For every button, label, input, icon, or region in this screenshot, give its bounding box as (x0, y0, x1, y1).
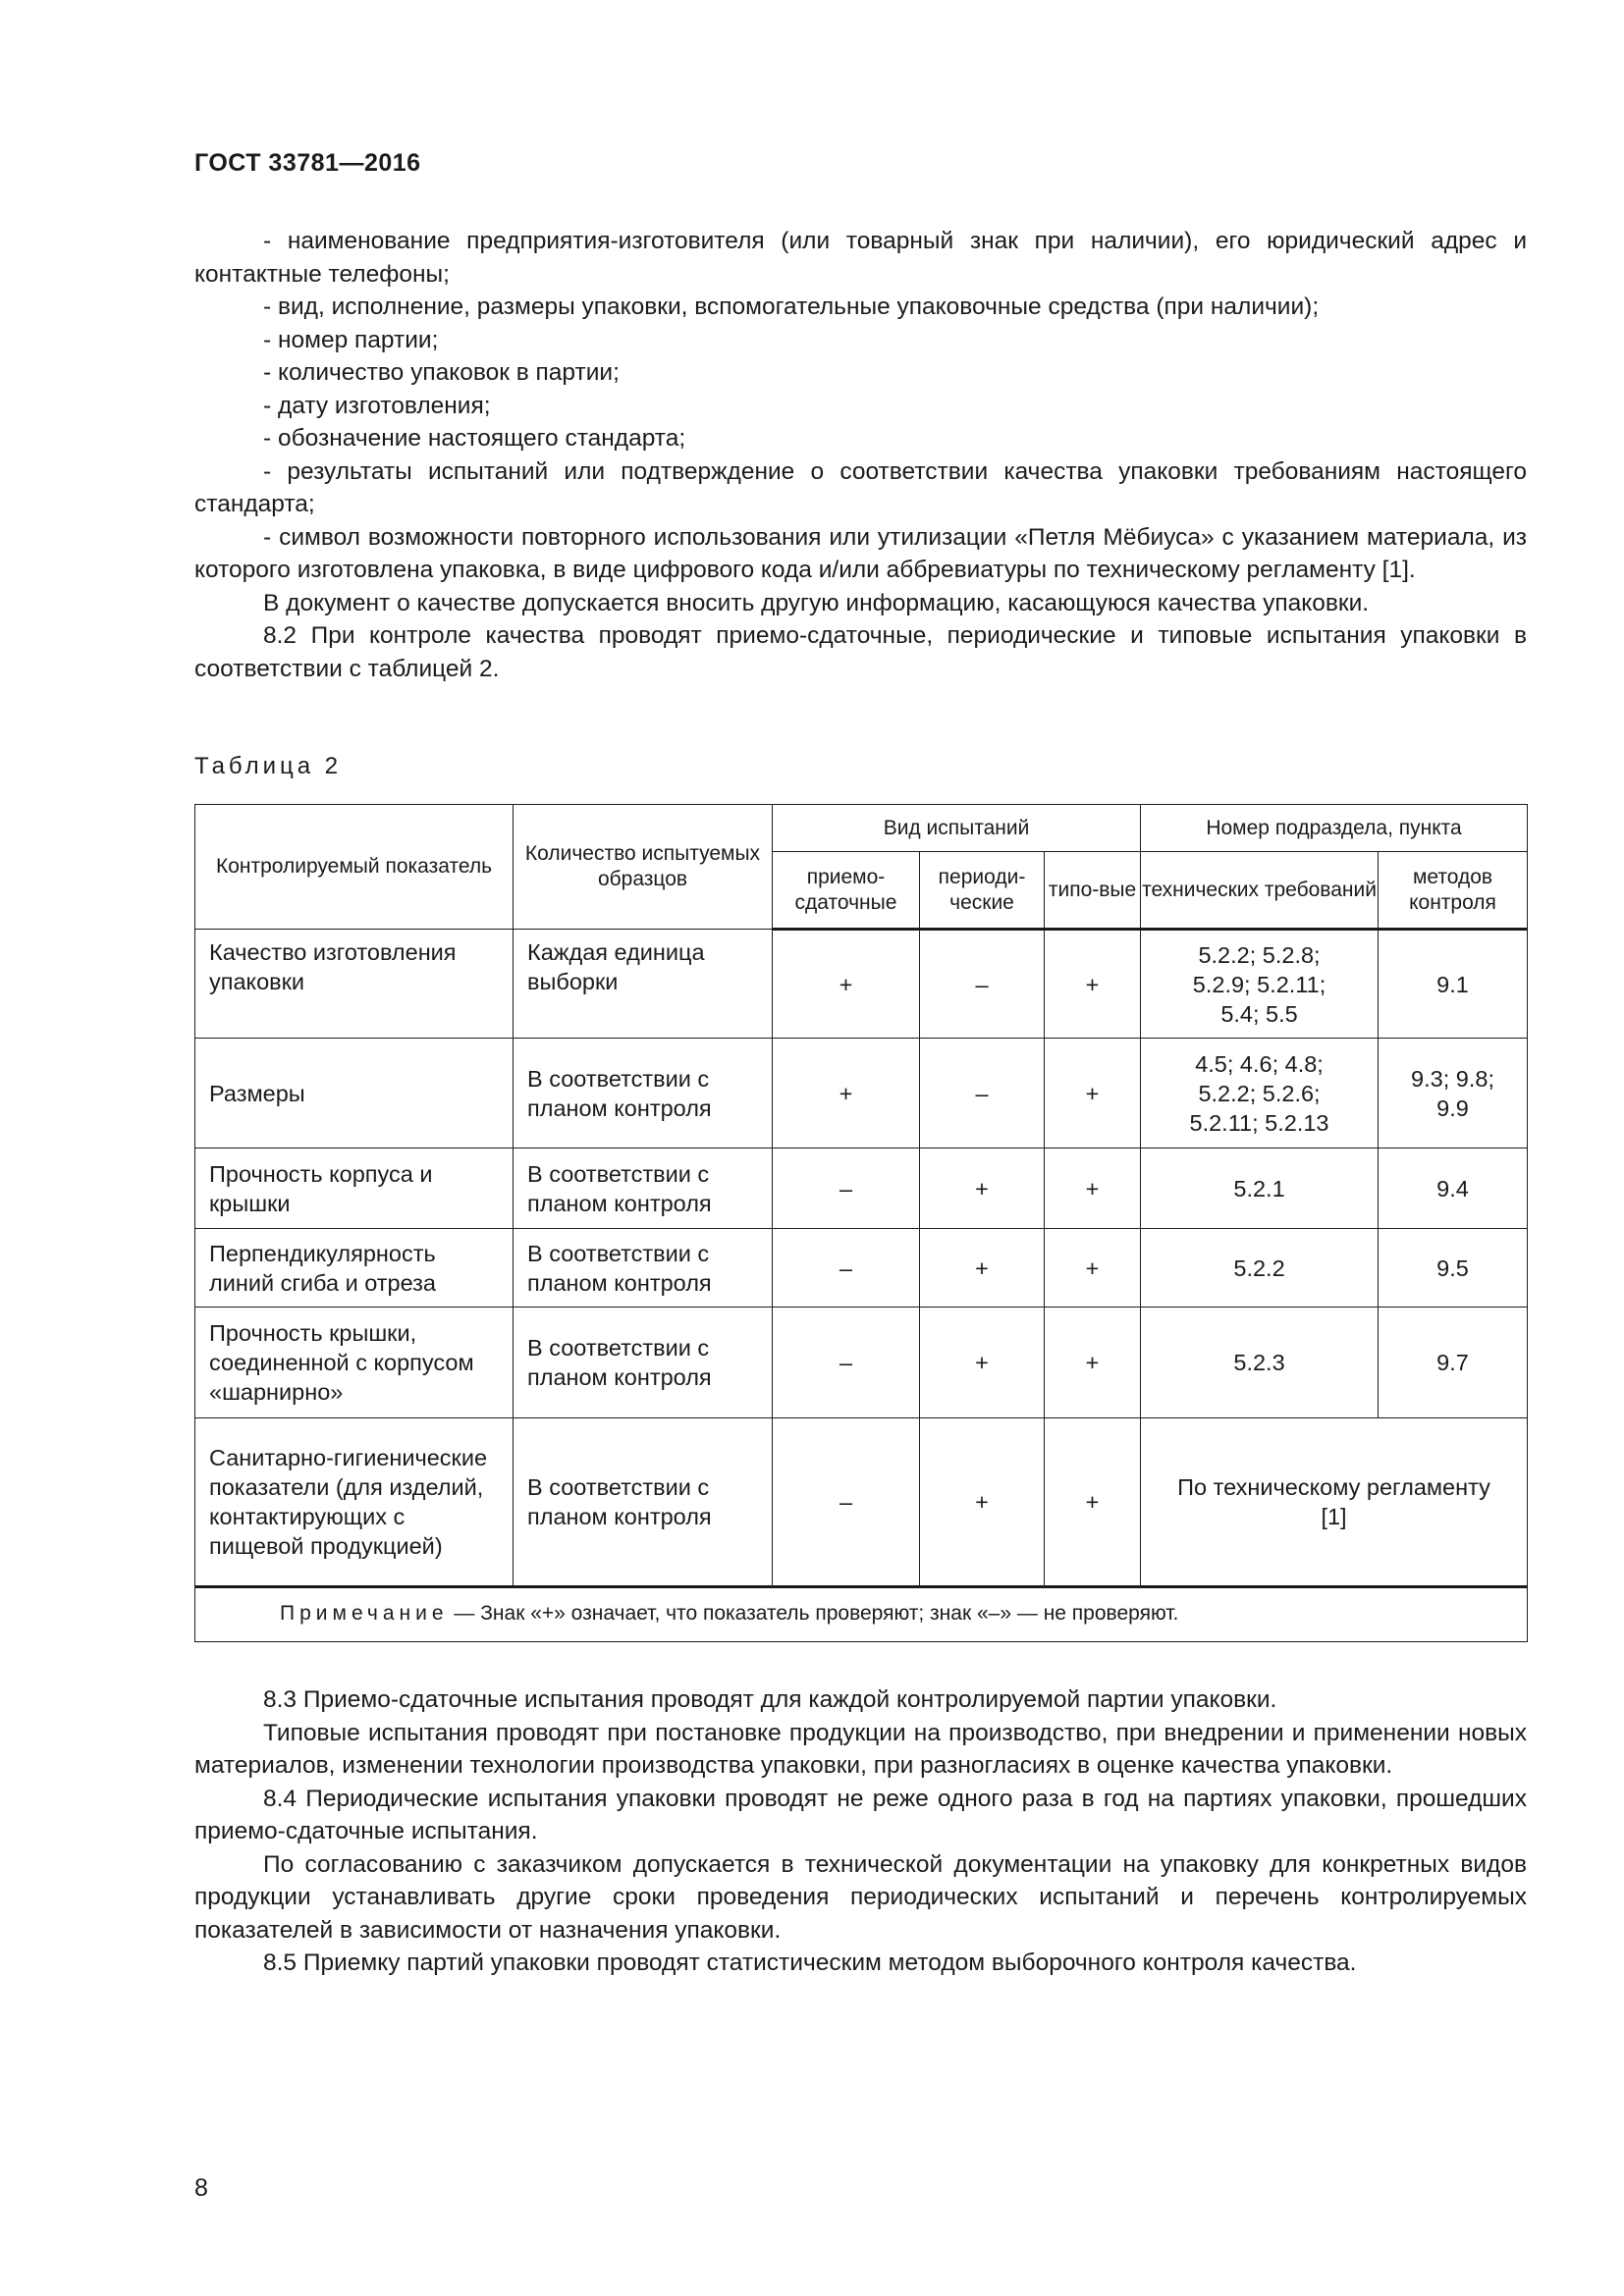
paragraph: По согласованию с заказчиком допускается в технической документации на упаковку для конкретных видов продукции устанавливать другие сроки проведения периодических испытаний и перечень контролируемых показателей в зависимости от назначения упаковки. (194, 1850, 1527, 1944)
cell-samples: В соответствии с планом контроля (514, 1418, 773, 1587)
inspection-table (194, 804, 1528, 1642)
header-tech-req: технических требований (1141, 852, 1379, 930)
note-text: — Знак «+» означает, что показатель проверяют; знак «–» — не проверяют. (448, 1602, 1179, 1625)
cell-typical: + (1045, 1148, 1141, 1229)
cell-tech-req: 5.2.2 (1141, 1229, 1379, 1308)
cell-samples: В соответствии с планом контроля (514, 1148, 773, 1229)
cell-methods: 9.3; 9.8; 9.9 (1379, 1039, 1528, 1148)
cell-periodic: + (920, 1148, 1045, 1229)
table-row (195, 1308, 1528, 1418)
header-indicator: Контролируемый показатель (195, 805, 514, 930)
cell-samples: В соответствии с планом контроля (514, 1039, 773, 1148)
cell-indicator: Прочность корпуса и крышки (195, 1148, 514, 1229)
cell-periodic: – (920, 930, 1045, 1039)
paragraph: 8.5 Приемку партий упаковки проводят статистическим методом выборочного контроля качества. (263, 1949, 1357, 1976)
cell-methods: 9.5 (1379, 1229, 1528, 1308)
cell-typical: + (1045, 930, 1141, 1039)
cell-tech-req: 4.5; 4.6; 4.8; 5.2.2; 5.2.6; 5.2.11; 5.2.13 (1141, 1039, 1379, 1148)
cell-samples: В соответствии с планом контроля (514, 1229, 773, 1308)
note-label: Примечание (280, 1602, 449, 1625)
list-item: - вид, исполнение, размеры упаковки, вспомогательные упаковочные средства (при наличии); (263, 294, 1320, 320)
paragraph: 8.4 Периодические испытания упаковки проводят не реже одного раза в год на партиях упаковки, прошедших приемо-сдаточные испытания. (194, 1785, 1527, 1844)
cell-typical: + (1045, 1308, 1141, 1418)
table-row (195, 1229, 1528, 1308)
list-item: - обозначение настоящего стандарта; (263, 425, 686, 452)
cell-periodic: + (920, 1229, 1045, 1308)
cell-periodic: – (920, 1039, 1045, 1148)
header-acceptance: приемо-сдаточные (773, 852, 920, 930)
table-row (195, 1039, 1528, 1148)
header-samples: Количество испытуемых образцов (514, 805, 773, 930)
paragraph: Типовые испытания проводят при постановке продукции на производство, при внедрении и применении новых материалов, изменении технологии производства упаковки, при разногласиях в оценке качества упаковки. (194, 1719, 1527, 1779)
list-item: - результаты испытаний или подтверждение о соответствии качества упаковки требованиям настоящего стандарта; (194, 457, 1527, 517)
cell-acceptance: – (773, 1148, 920, 1229)
cell-typical: + (1045, 1229, 1141, 1308)
paragraph: 8.2 При контроле качества проводят приемо-сдаточные, периодические и типовые испытания упаковки в соответствии с таблицей 2. (194, 622, 1527, 682)
cell-samples: В соответствии с планом контроля (514, 1308, 773, 1418)
list-item: - наименование предприятия-изготовителя (или товарный знак при наличии), его юридический адрес и контактные телефоны; (194, 228, 1527, 288)
header-periodic: периоди-ческие (920, 852, 1045, 930)
header-typical: типо-вые (1045, 852, 1141, 930)
cell-acceptance: – (773, 1229, 920, 1308)
page-number: 8 (194, 2174, 208, 2202)
header-test-type: Вид испытаний (773, 805, 1141, 852)
cell-tech-req: 5.2.1 (1141, 1148, 1379, 1229)
table-row (195, 930, 1528, 1039)
header-section-number: Номер подраздела, пункта (1141, 805, 1528, 852)
intro-text (194, 225, 1527, 685)
cell-typical: + (1045, 1039, 1141, 1148)
cell-indicator: Размеры (195, 1039, 514, 1148)
cell-acceptance: + (773, 930, 920, 1039)
cell-tech-req: 5.2.3 (1141, 1308, 1379, 1418)
cell-tech-req: 5.2.2; 5.2.8; 5.2.9; 5.2.11; 5.4; 5.5 (1141, 930, 1379, 1039)
list-item: - количество упаковок в партии; (263, 359, 620, 386)
cell-indicator: Качество изготовления упаковки (195, 930, 514, 1039)
table-caption: Таблица 2 (194, 753, 343, 779)
table-note-row (195, 1587, 1528, 1642)
table-row (195, 1418, 1528, 1587)
list-item: - дату изготовления; (263, 392, 491, 419)
cell-acceptance: – (773, 1308, 920, 1418)
cell-periodic: + (920, 1418, 1045, 1587)
list-item: - номер партии; (263, 326, 439, 353)
after-text (194, 1683, 1527, 1980)
header-methods: методов контроля (1379, 852, 1528, 930)
paragraph: 8.3 Приемо-сдаточные испытания проводят для каждой контролируемой партии упаковки. (263, 1686, 1277, 1713)
cell-methods: 9.7 (1379, 1308, 1528, 1418)
cell-merged-regulation: По техническому регламенту [1] (1141, 1418, 1528, 1587)
cell-typical: + (1045, 1418, 1141, 1587)
paragraph: В документ о качестве допускается вносить другую информацию, касающуюся качества упаковки. (263, 589, 1370, 616)
table-row (195, 1148, 1528, 1229)
table-note (195, 1587, 1528, 1642)
cell-indicator: Прочность крышки, соединенной с корпусом «шарнирно» (195, 1308, 514, 1418)
cell-periodic: + (920, 1308, 1045, 1418)
cell-methods: 9.4 (1379, 1148, 1528, 1229)
cell-acceptance: + (773, 1039, 920, 1148)
cell-samples: Каждая единица выборки (514, 930, 773, 1039)
cell-indicator: Перпендикулярность линий сгиба и отреза (195, 1229, 514, 1308)
cell-methods: 9.1 (1379, 930, 1528, 1039)
cell-indicator: Санитарно-гигиенические показатели (для изделий, контактирующих с пищевой продукцией) (195, 1418, 514, 1587)
cell-acceptance: – (773, 1418, 920, 1587)
document-header: ГОСТ 33781—2016 (194, 149, 421, 177)
list-item: - символ возможности повторного использования или утилизации «Петля Мёбиуса» с указанием материала, из которого изготовлена упаковка, в виде цифрового кода и/или аббревиатуры по техническому регламенту [1]. (194, 523, 1527, 583)
